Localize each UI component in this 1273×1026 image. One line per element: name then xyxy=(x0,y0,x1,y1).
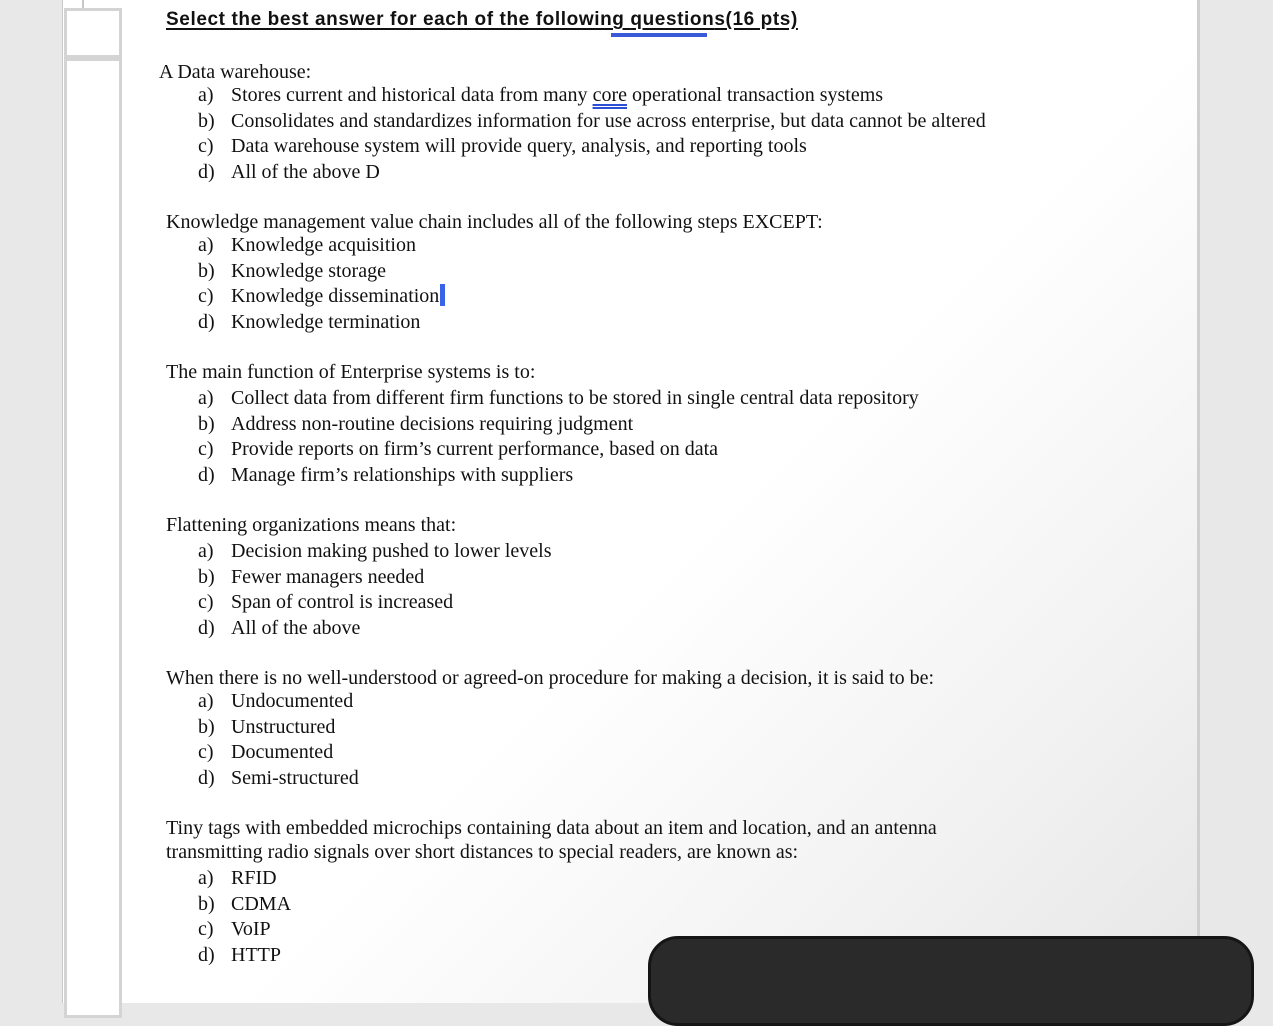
option-c[interactable] xyxy=(198,437,919,463)
option-text-post: operational transaction systems xyxy=(626,84,884,106)
option-text: Fewer managers needed xyxy=(231,565,425,588)
option-text: HTTP xyxy=(231,943,281,966)
option-a[interactable] xyxy=(198,83,986,109)
question-3-options xyxy=(198,386,919,488)
option-c[interactable] xyxy=(198,590,552,616)
margin-thumbnail[interactable] xyxy=(64,58,122,1018)
question-1[interactable]: A Data warehouse: xyxy=(159,61,312,83)
option-text: All of the above D xyxy=(231,160,380,183)
option-a[interactable] xyxy=(198,539,552,565)
option-text: All of the above xyxy=(231,616,361,639)
option-letter: d) xyxy=(198,616,215,639)
overlay-panel[interactable] xyxy=(648,936,1254,1026)
option-b[interactable] xyxy=(198,892,291,918)
option-text: Knowledge termination xyxy=(231,310,421,333)
option-letter: b) xyxy=(198,715,215,738)
option-text: Manage firm’s relationships with suppliers xyxy=(231,463,574,486)
option-a[interactable] xyxy=(198,386,919,412)
option-text: CDMA xyxy=(231,892,292,915)
selection-highlight xyxy=(611,33,707,37)
grammar-flagged-word[interactable]: core xyxy=(592,84,627,106)
option-b[interactable] xyxy=(198,715,359,741)
option-c[interactable] xyxy=(198,284,445,310)
option-text: Consolidates and standardizes information for use across enterprise, but data cannot be altered xyxy=(231,109,986,132)
option-text: Semi-structured xyxy=(231,766,359,789)
option-letter: a) xyxy=(198,867,214,889)
option-c[interactable] xyxy=(198,740,359,766)
option-letter: b) xyxy=(198,109,215,132)
text-cursor xyxy=(440,284,445,306)
option-text: Documented xyxy=(231,741,334,763)
option-letter: c) xyxy=(198,135,214,157)
option-text: RFID xyxy=(231,867,277,889)
option-d[interactable] xyxy=(198,766,359,792)
option-b[interactable] xyxy=(198,109,986,135)
option-letter: d) xyxy=(198,766,215,789)
option-letter: c) xyxy=(198,438,214,460)
question-4-options xyxy=(198,539,552,641)
question-6-line-2[interactable]: transmitting radio signals over short distances to special readers, are known as: xyxy=(166,841,799,863)
option-d[interactable] xyxy=(198,463,919,489)
option-letter: c) xyxy=(198,591,214,613)
option-letter: a) xyxy=(198,690,214,712)
title-text-before: Select the best answer for each of the following xyxy=(166,9,631,30)
option-b[interactable] xyxy=(198,565,552,591)
question-2-options xyxy=(198,233,445,335)
question-3[interactable]: The main function of Enterprise systems is to: xyxy=(166,361,536,383)
option-b[interactable] xyxy=(198,259,445,285)
option-text: Collect data from different firm functions to be stored in single central data repository xyxy=(231,387,919,409)
option-text: Undocumented xyxy=(231,690,354,712)
option-letter: a) xyxy=(198,387,214,409)
option-text: VoIP xyxy=(231,918,271,940)
option-letter: a) xyxy=(198,540,214,562)
option-d[interactable] xyxy=(198,310,445,336)
option-letter: b) xyxy=(198,259,215,282)
question-1-options xyxy=(198,83,986,185)
option-text: Knowledge dissemination xyxy=(231,285,440,307)
option-letter: a) xyxy=(198,234,214,256)
option-letter: c) xyxy=(198,918,214,940)
option-text: Knowledge storage xyxy=(231,259,386,282)
option-b[interactable] xyxy=(198,412,919,438)
option-c[interactable] xyxy=(198,917,291,943)
option-d[interactable] xyxy=(198,160,986,186)
ruler-tick xyxy=(82,0,84,8)
option-letter: a) xyxy=(198,84,214,106)
option-text: Knowledge acquisition xyxy=(231,234,416,256)
option-letter: b) xyxy=(198,412,215,435)
option-text: Provide reports on firm’s current performance, based on data xyxy=(231,438,719,460)
option-text: Decision making pushed to lower levels xyxy=(231,540,552,562)
question-4[interactable]: Flattening organizations means that: xyxy=(166,514,457,536)
option-c[interactable] xyxy=(198,134,986,160)
option-d[interactable] xyxy=(198,616,552,642)
option-text: Unstructured xyxy=(231,715,336,738)
option-a[interactable] xyxy=(198,233,445,259)
option-letter: d) xyxy=(198,160,215,183)
option-text: Address non-routine decisions requiring judgment xyxy=(231,412,634,435)
option-letter: c) xyxy=(198,741,214,763)
option-letter: b) xyxy=(198,565,215,588)
title-text-after: s(16 pts) xyxy=(714,9,798,30)
option-letter: d) xyxy=(198,463,215,486)
question-5-options xyxy=(198,689,359,791)
document-title[interactable] xyxy=(166,9,798,31)
title-text-highlighted: question xyxy=(630,9,715,30)
option-a[interactable] xyxy=(198,689,359,715)
option-a[interactable] xyxy=(198,866,291,892)
option-letter: d) xyxy=(198,310,215,333)
option-text: Data warehouse system will provide query, analysis, and reporting tools xyxy=(231,135,807,157)
option-letter: c) xyxy=(198,285,214,307)
option-text-pre: Stores current and historical data from many xyxy=(231,84,593,106)
question-5[interactable]: When there is no well-understood or agreed-on procedure for making a decision, it is said to be: xyxy=(166,667,935,689)
option-d[interactable] xyxy=(198,943,291,969)
question-6-line-1[interactable]: Tiny tags with embedded microchips containing data about an item and location, and an antenna xyxy=(166,817,937,839)
option-letter: b) xyxy=(198,892,215,915)
option-text: Span of control is increased xyxy=(231,591,454,613)
question-2[interactable]: Knowledge management value chain includes all of the following steps EXCEPT: xyxy=(166,211,823,233)
margin-thumbnail-top[interactable] xyxy=(64,8,122,58)
option-letter: d) xyxy=(198,943,215,966)
question-6-options xyxy=(198,866,291,968)
